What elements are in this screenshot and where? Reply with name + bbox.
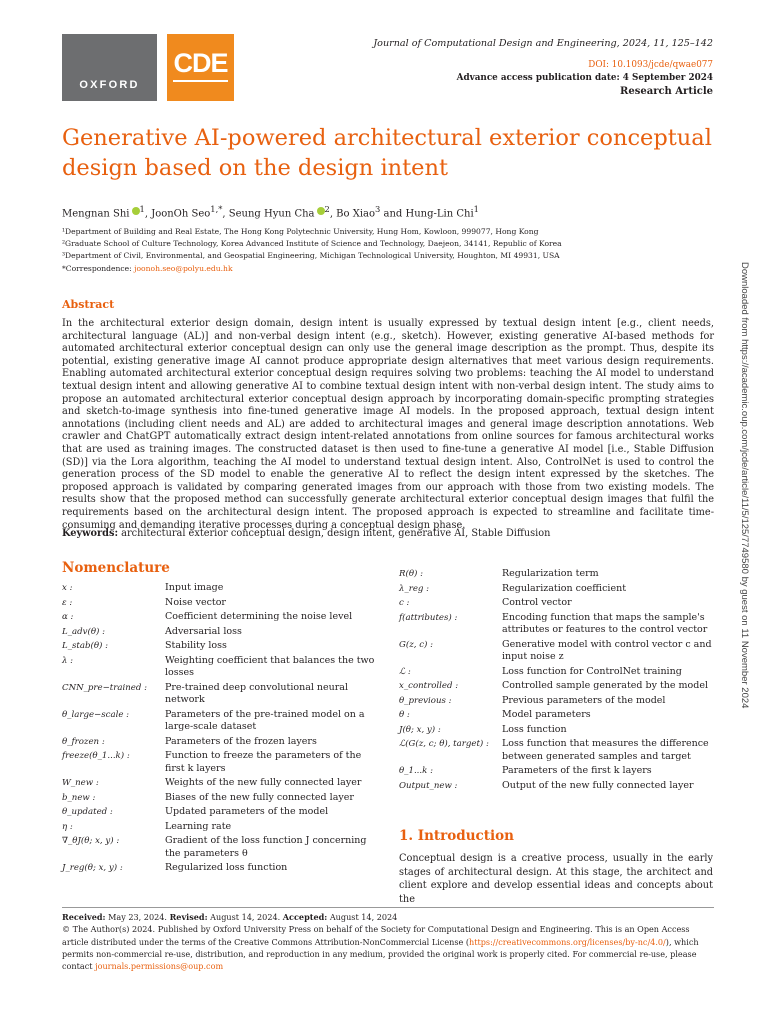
nomenclature-description: Learning rate — [165, 820, 232, 832]
nomenclature-description: Regularized loss function — [165, 862, 288, 873]
nomenclature-row — [62, 597, 377, 612]
nomenclature-symbol: θ : — [399, 710, 410, 720]
nomenclature-row — [62, 821, 377, 836]
nomenclature-symbol: J(θ; x, y) : — [399, 724, 441, 735]
nomenclature-row — [62, 750, 377, 777]
nomenclature-description: Parameters of the frozen layers — [165, 735, 317, 747]
author-affil-sup: 3 — [375, 204, 381, 214]
nomenclature-symbol: λ : — [62, 655, 74, 666]
orcid-icon[interactable] — [132, 207, 140, 215]
cde-logo — [167, 34, 234, 101]
dates-line — [62, 911, 714, 923]
doi-link[interactable]: DOI: 10.1093/jcde/qwae077 — [588, 60, 713, 70]
author-list: Mengnan Shi $^1$, JoonOh Seo$^{1,*}$, Seung Hyun Cha $^2$, Bo Xiao$^3$ and Hung-Lin Chi$^1$ — [62, 204, 479, 220]
nomenclature-heading: Nomenclature — [62, 560, 170, 576]
nomenclature-symbol: λ_reg : — [399, 583, 430, 594]
nomenclature-symbol: R(θ) : — [399, 569, 423, 579]
nomenclature-description: Loss function for ControlNet training — [502, 665, 682, 677]
author-affil-sup: 1 — [139, 204, 145, 214]
nomenclature-description: Coefficient determining the noise level — [165, 611, 353, 622]
nomenclature-description: Previous parameters of the model — [502, 694, 666, 706]
keywords — [62, 528, 714, 539]
orcid-icon[interactable] — [317, 207, 325, 215]
nomenclature-row — [399, 780, 714, 795]
nomenclature-symbol: J_reg(θ; x, y) : — [62, 863, 123, 873]
license-link[interactable]: https://creativecommons.org/licenses/by-nc/4.0/ — [469, 936, 666, 947]
nomenclature-table-left — [62, 582, 377, 877]
nomenclature-description: Pre-trained deep convolutional neural network — [165, 681, 349, 705]
nomenclature-row — [399, 612, 714, 639]
nomenclature-symbol: θ_previous : — [399, 695, 452, 706]
footer — [62, 911, 714, 972]
nomenclature-description: Updated parameters of the model — [165, 806, 329, 817]
permissions-email-link[interactable]: journals.permissions@oup.com — [95, 961, 224, 972]
nomenclature-row — [62, 582, 377, 597]
nomenclature-symbol: x : — [62, 583, 73, 593]
nomenclature-description: Regularization term — [502, 568, 599, 579]
nomenclature-symbol: θ_frozen : — [62, 736, 105, 747]
oxford-logo-text: OXFORD — [79, 79, 140, 91]
nomenclature-description: Controlled sample generated by the model — [502, 680, 708, 691]
nomenclature-symbol: ℒ : — [399, 666, 411, 677]
nomenclature-row — [399, 639, 714, 666]
nomenclature-description: Adversarial loss — [165, 625, 242, 637]
license-part: © The Author(s) 2024. Published by Oxford University Press on behalf of the Society for Computational Design and Engineering. This is an Open Access article distributed under the terms of the Creative Commons Attribution-NonCommercial License ( — [62, 924, 690, 947]
footer-divider — [62, 907, 714, 908]
cde-logo-text: CDE — [173, 48, 227, 82]
nomenclature-description: Parameters of the pre-trained model on a large-scale dataset — [165, 708, 365, 732]
oxford-logo — [62, 34, 157, 101]
abstract-heading: Abstract — [62, 298, 115, 311]
nomenclature-symbol: Output_new : — [399, 780, 458, 791]
author-affil-sup: 2 — [324, 204, 330, 214]
article-title: Generative AI-powered architectural exterior conceptual design based on the design intent — [62, 125, 712, 181]
download-note-text: Downloaded from https://academic.oup.com/jcde/article/11/5/125/7749580 by guest on 11 November 2024 — [739, 262, 750, 709]
affiliation: ²Graduate School of Culture Technology, Korea Advanced Institute of Science and Technology, Daejeon, 34141, Republic of Korea — [62, 239, 562, 249]
nomenclature-description: Control vector — [502, 597, 572, 608]
nomenclature-row — [62, 792, 377, 807]
nomenclature-symbol: θ_updated : — [62, 807, 113, 817]
revised-date: August 14, 2024. — [207, 912, 283, 922]
nomenclature-symbol: L_stab(θ) : — [62, 641, 108, 651]
nomenclature-row — [399, 765, 714, 780]
nomenclature-symbol: θ_1...k : — [399, 766, 433, 776]
nomenclature-symbol: θ_large−scale : — [62, 709, 130, 720]
nomenclature-symbol: ε : — [62, 597, 73, 608]
nomenclature-description: Model parameters — [502, 709, 591, 720]
nomenclature-symbol: L_adv(θ) : — [62, 626, 105, 637]
author-affil-sup: 1,* — [210, 204, 223, 214]
nomenclature-row — [62, 806, 377, 821]
nomenclature-symbol: η : — [62, 821, 73, 832]
nomenclature-row — [62, 655, 377, 682]
nomenclature-description: Biases of the new fully connected layer — [165, 791, 354, 803]
nomenclature-row — [62, 777, 377, 792]
nomenclature-symbol: b_new : — [62, 792, 96, 803]
nomenclature-symbol: CNN_pre−trained : — [62, 682, 147, 693]
nomenclature-description: Parameters of the first k layers — [502, 765, 652, 776]
nomenclature-row — [62, 640, 377, 655]
author-affil-sup: 1 — [473, 204, 479, 214]
correspondence-email-link[interactable]: joonoh.seo@polyu.edu.hk — [134, 263, 233, 273]
correspondence-label: *Correspondence: — [62, 263, 135, 273]
nomenclature-row — [62, 736, 377, 751]
nomenclature-description: Generative model with control vector c and input noise z — [502, 638, 712, 662]
article-type: Research Article — [620, 86, 713, 97]
nomenclature-table-right — [399, 568, 714, 794]
nomenclature-description: Output of the new fully connected layer — [502, 779, 694, 791]
journal-citation: Journal of Computational Design and Engineering, 2024, 11, 125–142 — [373, 38, 713, 49]
nomenclature-row — [399, 724, 714, 739]
license-text — [62, 923, 714, 972]
correspondence — [62, 263, 722, 275]
nomenclature-row — [399, 738, 714, 765]
received-label: Received: — [62, 912, 106, 922]
keywords-list: architectural exterior conceptual design, design intent, generative AI, Stable Diffusion — [118, 528, 551, 539]
nomenclature-row — [399, 583, 714, 598]
nomenclature-row — [62, 709, 377, 736]
affiliation: ¹Department of Building and Real Estate, The Hong Kong Polytechnic University, Hung Hom, Kowloon, 999077, Hong Kong — [62, 227, 539, 236]
author-conjunction: and — [380, 208, 406, 220]
nomenclature-row — [399, 709, 714, 724]
author-name[interactable]: Seung Hyun Cha — [228, 208, 315, 220]
nomenclature-symbol: α : — [62, 612, 74, 622]
nomenclature-symbol: x_controlled : — [399, 681, 459, 691]
nomenclature-description: Weighting coefficient that balances the two losses — [165, 654, 375, 678]
accepted-label: Accepted: — [282, 912, 328, 922]
nomenclature-symbol: c : — [399, 598, 410, 608]
nomenclature-row — [399, 597, 714, 612]
author-name[interactable]: Hung-Lin Chi — [405, 208, 474, 220]
revised-label: Revised: — [169, 912, 208, 922]
nomenclature-row — [62, 682, 377, 709]
nomenclature-row — [399, 695, 714, 710]
author-name[interactable]: JoonOh Seo — [151, 208, 211, 220]
license-part: ), which permits non-commercial re-use, distribution, and reproduction in any medium, provided the original work is properly cited. For commercial re-use, please contact — [62, 936, 699, 972]
nomenclature-symbol: freeze(θ_1...k) : — [62, 751, 130, 761]
author-name[interactable]: Mengnan Shi — [62, 208, 130, 220]
author-name[interactable]: Bo Xiao — [336, 208, 376, 220]
nomenclature-row — [62, 835, 377, 862]
advance-access-date: Advance access publication date: 4 September 2024 — [456, 73, 713, 83]
received-date: May 23, 2024. — [105, 912, 170, 922]
nomenclature-description: Weights of the new fully connected layer — [165, 777, 362, 788]
nomenclature-row — [399, 568, 714, 583]
nomenclature-symbol: ∇_θJ(θ; x, y) : — [62, 836, 120, 846]
nomenclature-row — [399, 666, 714, 681]
nomenclature-description: Loss function — [502, 723, 567, 735]
nomenclature-row — [62, 626, 377, 641]
nomenclature-description: Noise vector — [165, 596, 226, 608]
introduction-text: Conceptual design is a creative process, usually in the early stages of architectural design. At this stage, the architect and client explore and develop essential ideas and concepts about the — [399, 853, 713, 905]
nomenclature-row — [62, 611, 377, 626]
affiliation: ³Department of Civil, Environmental, and Geospatial Engineering, Michigan Technological University, Houghton, MI 49931, USA — [62, 251, 560, 261]
nomenclature-symbol: f(attributes) : — [399, 612, 458, 623]
accepted-date: August 14, 2024 — [327, 912, 398, 922]
nomenclature-symbol: ℒ(G(z, c; θ), target) : — [399, 739, 489, 749]
keywords-label: Keywords: — [62, 528, 119, 539]
nomenclature-row — [399, 680, 714, 695]
download-note — [730, 262, 760, 762]
nomenclature-description: Loss function that measures the difference between generated samples and target — [502, 738, 709, 762]
nomenclature-symbol: W_new : — [62, 778, 99, 788]
affiliations — [62, 226, 722, 275]
nomenclature-description: Regularization coefficient — [502, 582, 627, 594]
nomenclature-symbol: G(z, c) : — [399, 639, 434, 650]
nomenclature-description: Gradient of the loss function J concerning the parameters θ — [165, 835, 367, 859]
abstract-text: In the architectural exterior design domain, design intent is usually expressed by textual design intent [e.g., client needs, architectural language (AL)] and non-verbal design intent (e.g., sketch). However, existing generative AI-based methods for automated architectural exterior conceptual design can only use the general image description as the prompt. Thus, despite its potential, existing generative image AI cannot produce appropriate design alternatives that meet various design requirements. Enabling automated architectural exterior conceptual design requires solving two problems: teaching the AI model to understand textual design intent and allowing generative AI to combine textual design intent with non-verbal design intent. The study aims to propose an automated architectural exterior conceptual design approach by incorporating domain-specific prompting strategies and sketch-to-image synthesis into fine-tuned generative image AI models. In the proposed approach, textual design intent annotations (including client needs and AL) are added to architectural images and general image description annotations. Web crawler and ChatGPT automatically extract design intent-related annotations from online sources for famous architectural works that are used as training images. The constructed dataset is then used to fine-tune a generative AI model [i.e., Stable Diffusion (SD)] via the Lora algorithm, teaching the AI model to understand textual design intent. Also, ControlNet is used to control the generation process of the SD model to enable the generative AI to reflect the design intent expressed by the sketches. The proposed approach is validated by comparing generated images from our approach with those from two existing models. The results show that the proposed method can successfully generate architectural exterior conceptual design images that fulfil the requirements based on the architectural design intent. The proposed approach is expected to streamline and facilitate time-consuming and demanding iterative processes during a conceptual design phase. — [62, 318, 714, 531]
nomenclature-description: Input image — [165, 582, 224, 593]
nomenclature-description: Stability loss — [165, 640, 227, 651]
introduction-heading: 1. Introduction — [399, 828, 514, 844]
nomenclature-description: Function to freeze the parameters of the first k layers — [165, 750, 362, 774]
nomenclature-description: Encoding function that maps the sample's attributes or features to the control vector — [502, 611, 708, 635]
nomenclature-row — [62, 862, 377, 877]
